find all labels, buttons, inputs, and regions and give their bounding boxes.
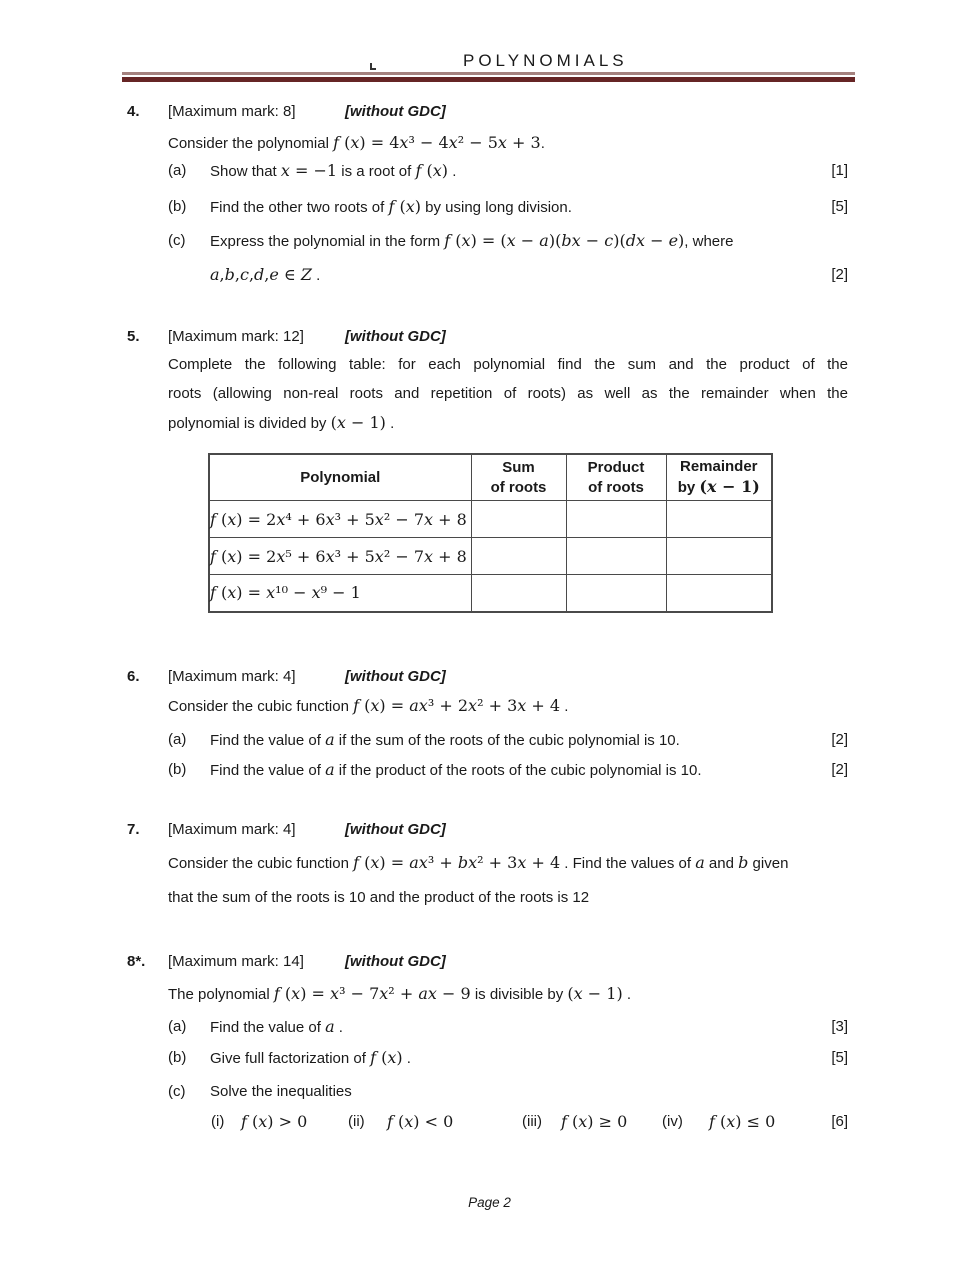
marks-badge: [2] bbox=[831, 266, 848, 283]
question-paragraph-line bbox=[168, 887, 848, 908]
table-row bbox=[209, 501, 772, 538]
header-line bbox=[667, 477, 772, 498]
inequality-expression bbox=[561, 1111, 627, 1134]
part-text bbox=[210, 264, 804, 286]
text-segment: . bbox=[334, 1019, 343, 1036]
paragraph-line bbox=[168, 408, 848, 438]
text-segment: given bbox=[748, 855, 789, 872]
math-expression: a bbox=[695, 853, 705, 872]
text-segment: . bbox=[448, 163, 457, 180]
text-segment: if the sum of the roots of the cubic polynomial is 10. bbox=[334, 732, 680, 749]
question-number: 4. bbox=[127, 103, 140, 120]
math-expression: f (x) = ax³ + bx² + 3x + 4 bbox=[353, 853, 561, 872]
text-segment: roots (allowing non-real roots and repetition of roots) as well as the remainder when the bbox=[168, 385, 848, 402]
paragraph-line bbox=[168, 379, 848, 408]
page-number: Page 2 bbox=[468, 1195, 511, 1210]
max-mark-label: [Maximum mark: 8] bbox=[168, 103, 296, 120]
part-label bbox=[168, 264, 210, 286]
header-line: Remainder bbox=[679, 458, 758, 475]
part-row bbox=[168, 230, 848, 252]
column-header-sum bbox=[471, 454, 566, 501]
part-label: (a) bbox=[168, 162, 187, 179]
marks-badge: [5] bbox=[831, 1049, 848, 1066]
part-row bbox=[168, 729, 848, 751]
paragraph-line bbox=[168, 350, 848, 379]
text-segment: Consider the polynomial bbox=[168, 135, 334, 152]
text-segment: Find the other two roots of bbox=[210, 199, 389, 216]
math-expression: x = −1 bbox=[280, 161, 338, 180]
question-header bbox=[127, 101, 848, 122]
question-header bbox=[127, 819, 848, 840]
part-row bbox=[168, 759, 848, 781]
inequality-label: (iii) bbox=[522, 1113, 542, 1130]
question-paragraph bbox=[168, 350, 848, 438]
text-segment: Find the value of bbox=[210, 732, 326, 749]
inequality-label: (ii) bbox=[348, 1113, 365, 1130]
part-row bbox=[168, 1081, 848, 1102]
question-7 bbox=[127, 819, 848, 908]
without-gdc-label: [without GDC] bbox=[345, 668, 446, 685]
header-rule bbox=[122, 72, 855, 82]
question-number: 7. bbox=[127, 821, 140, 838]
text-segment: The polynomial bbox=[168, 986, 274, 1003]
math-expression: f (x) ≥ 0 bbox=[561, 1112, 628, 1131]
math-expression: b bbox=[738, 853, 749, 872]
math-expression: a bbox=[325, 730, 335, 749]
text-segment: , where bbox=[684, 233, 734, 250]
inequality-label: (iv) bbox=[662, 1113, 683, 1130]
marks-badge bbox=[804, 1081, 848, 1102]
part-text bbox=[210, 1081, 804, 1102]
text-segment: . bbox=[622, 986, 632, 1003]
math-expression: f (x) = 4x³ − 4x² − 5x + 3 bbox=[333, 133, 541, 152]
text-segment: is a root of bbox=[337, 163, 416, 180]
text-segment: by bbox=[677, 479, 700, 496]
text-segment: that the sum of the roots is 10 and the product of the roots is 12 bbox=[168, 889, 590, 906]
text-segment: is divisible by bbox=[470, 986, 568, 1003]
empty-answer-cell bbox=[471, 501, 566, 538]
header-rule-dark-line bbox=[122, 77, 855, 82]
page-footer bbox=[0, 1195, 979, 1210]
math-expression: f (x) < 0 bbox=[387, 1112, 454, 1131]
math-expression: f (x) = x³ − 7x² + ax − 9 bbox=[273, 984, 471, 1003]
max-mark-label: [Maximum mark: 14] bbox=[168, 953, 304, 970]
text-segment: Express the polynomial in the form bbox=[210, 233, 445, 250]
stray-mark bbox=[370, 63, 376, 70]
part-text bbox=[210, 160, 804, 182]
math-expression: f (x) = ax³ + 2x² + 3x + 4 bbox=[353, 696, 561, 715]
without-gdc-label: [without GDC] bbox=[345, 103, 446, 120]
polynomial-cell bbox=[209, 501, 471, 538]
part-label: (c) bbox=[168, 232, 186, 249]
max-mark-label: [Maximum mark: 12] bbox=[168, 328, 304, 345]
question-number: 8*. bbox=[127, 953, 146, 970]
part-label: (a) bbox=[168, 731, 187, 748]
table-row bbox=[209, 575, 772, 612]
text-segment: . bbox=[402, 1050, 411, 1067]
polynomial-table bbox=[208, 453, 773, 613]
text-segment: . bbox=[540, 135, 545, 152]
empty-answer-cell bbox=[471, 575, 566, 612]
part-text bbox=[210, 729, 804, 751]
question-intro bbox=[168, 983, 848, 1005]
table-header-row bbox=[209, 454, 772, 501]
math-expression: f (x) = 2x⁵ + 6x³ + 5x² − 7x + 8 bbox=[210, 546, 467, 566]
max-mark-label: [Maximum mark: 4] bbox=[168, 668, 296, 685]
question-paragraph-line bbox=[168, 852, 848, 874]
header-line: Sum bbox=[502, 458, 535, 476]
marks-badge: [2] bbox=[831, 761, 848, 778]
text-segment: Give full factorization of bbox=[210, 1050, 371, 1067]
text-segment: Find the value of bbox=[210, 762, 326, 779]
question-header bbox=[127, 666, 848, 687]
math-expression: a bbox=[325, 1017, 335, 1036]
part-label: (b) bbox=[168, 761, 187, 778]
part-row bbox=[168, 1047, 848, 1069]
table-row bbox=[209, 538, 772, 575]
question-number: 6. bbox=[127, 668, 140, 685]
question-5 bbox=[127, 326, 848, 613]
question-number: 5. bbox=[127, 328, 140, 345]
text-segment: if the product of the roots of the cubic polynomial is 10. bbox=[334, 762, 702, 779]
question-4 bbox=[127, 101, 848, 286]
marks-badge: [2] bbox=[831, 731, 848, 748]
text-segment: . bbox=[312, 267, 321, 284]
empty-answer-cell bbox=[566, 501, 666, 538]
math-expression: (x − 1) bbox=[330, 413, 386, 432]
math-expression: a bbox=[325, 760, 335, 779]
header-line: Product bbox=[587, 458, 645, 476]
math-expression: f (x) = (x − a)(bx − c)(dx − e) bbox=[444, 231, 685, 250]
column-header-polynomial: Polynomial bbox=[209, 454, 471, 501]
part-text bbox=[210, 230, 804, 252]
math-expression: f (x) = 2x⁴ + 6x³ + 5x² − 7x + 8 bbox=[210, 509, 467, 529]
math-expression: f (x) > 0 bbox=[241, 1112, 308, 1131]
math-expression: f (x) bbox=[370, 1048, 403, 1067]
part-text bbox=[210, 1047, 804, 1069]
text-segment: Find the value of bbox=[210, 1019, 326, 1036]
without-gdc-label: [without GDC] bbox=[345, 821, 446, 838]
part-row bbox=[168, 160, 848, 182]
inequality-label: (i) bbox=[211, 1113, 225, 1130]
text-segment: Solve the inequalities bbox=[210, 1083, 352, 1100]
part-text bbox=[210, 1016, 804, 1038]
text-segment: by using long division. bbox=[420, 199, 572, 216]
part-label: (b) bbox=[168, 1049, 187, 1066]
header-line: of roots bbox=[588, 478, 644, 496]
column-header-remainder bbox=[666, 454, 772, 501]
math-expression: a,b,c,d,e ∈ Z bbox=[210, 265, 313, 284]
part-row bbox=[168, 264, 848, 286]
part-label: (a) bbox=[168, 1018, 187, 1035]
math-expression: f (x) bbox=[388, 197, 421, 216]
text-segment: and bbox=[704, 855, 739, 872]
document-title: POLYNOMIALS bbox=[463, 51, 628, 70]
math-expression: f (x) bbox=[415, 161, 449, 180]
inequality-expression bbox=[709, 1111, 775, 1134]
without-gdc-label: [without GDC] bbox=[345, 953, 446, 970]
text-segment: Consider the cubic function bbox=[168, 698, 354, 715]
inequality-expression bbox=[387, 1111, 453, 1134]
question-intro bbox=[168, 132, 848, 154]
text-segment: Show that bbox=[210, 163, 281, 180]
empty-answer-cell bbox=[666, 575, 772, 612]
text-segment: . bbox=[385, 415, 395, 432]
part-row bbox=[168, 1016, 848, 1038]
math-expression: f (x) ≤ 0 bbox=[709, 1112, 776, 1131]
part-text bbox=[210, 196, 804, 218]
polynomial-cell bbox=[209, 575, 471, 612]
part-text bbox=[210, 759, 804, 781]
question-header bbox=[127, 326, 848, 347]
inequality-expression bbox=[241, 1111, 307, 1134]
empty-answer-cell bbox=[566, 538, 666, 575]
question-header bbox=[127, 951, 848, 972]
marks-badge: [3] bbox=[831, 1018, 848, 1035]
text-segment: . bbox=[560, 698, 569, 715]
marks-badge: [5] bbox=[831, 198, 848, 215]
inequalities-row bbox=[127, 1111, 848, 1133]
marks-badge bbox=[804, 230, 848, 252]
question-6 bbox=[127, 666, 848, 781]
polynomial-cell bbox=[209, 538, 471, 575]
column-header-product bbox=[566, 454, 666, 501]
text-segment: Consider the cubic function bbox=[168, 855, 354, 872]
part-row bbox=[168, 196, 848, 218]
part-label: (c) bbox=[168, 1083, 186, 1100]
header-line: of roots bbox=[490, 478, 547, 496]
empty-answer-cell bbox=[666, 501, 772, 538]
part-label: (b) bbox=[168, 198, 187, 215]
question-intro bbox=[168, 695, 848, 717]
text-segment: Complete the following table: for each polynomial find the sum and the product of the bbox=[168, 356, 848, 373]
empty-answer-cell bbox=[666, 538, 772, 575]
math-expression: (x − 1) bbox=[567, 984, 623, 1003]
empty-answer-cell bbox=[566, 575, 666, 612]
empty-answer-cell bbox=[471, 538, 566, 575]
marks-badge: [6] bbox=[831, 1113, 848, 1130]
math-expression: f (x) = x¹⁰ − x⁹ − 1 bbox=[210, 583, 361, 603]
max-mark-label: [Maximum mark: 4] bbox=[168, 821, 296, 838]
question-8 bbox=[127, 951, 848, 1133]
math-expression: (x − 1) bbox=[699, 477, 760, 496]
without-gdc-label: [without GDC] bbox=[345, 328, 446, 345]
text-segment: polynomial is divided by bbox=[168, 415, 331, 432]
text-segment: . Find the values of bbox=[560, 855, 696, 872]
marks-badge: [1] bbox=[831, 162, 848, 179]
